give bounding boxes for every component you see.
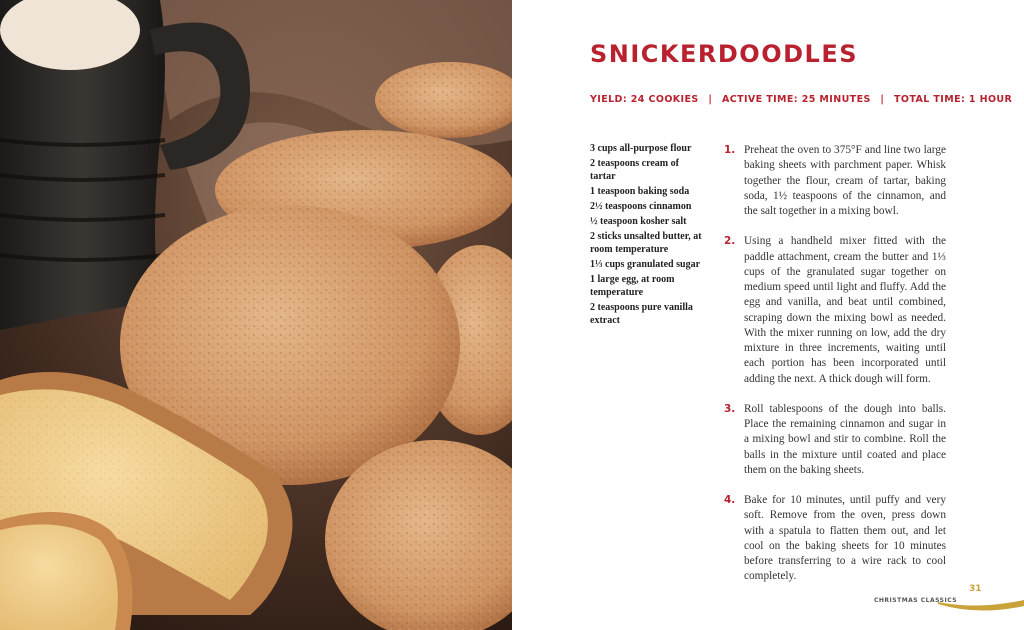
ingredient-item: 3 cups all-purpose flour [590, 143, 692, 154]
step-text: Roll tablespoons of the dough into balls. Place the remaining cinnamon and sugar in a mixing bowl and stir to combine. Roll the balls in the mixture until coated and place them on the baking sheets. [744, 402, 946, 476]
ingredient-item: ½ teaspoon kosher salt [590, 216, 687, 227]
instruction-step [724, 493, 946, 585]
section-label: CHRISTMAS CLASSICS [874, 597, 958, 604]
ingredient-item: 1 large egg, at room temperature [590, 274, 675, 298]
yield-label: YIELD: 24 COOKIES [590, 94, 699, 105]
step-text: Using a handheld mixer fitted with the paddle attachment, cream the butter and 1⅓ cups of the granulated sugar together on medium speed until light and fluffy. Add the egg and vanilla, and beat until combined, scraping down the mixing bowl as needed. With the mixer running on low, add the dry mixture in three increments, waiting until each portion has been incorporated until adding the next. A thick dough will form. [744, 235, 946, 385]
instruction-step [724, 234, 946, 387]
ingredient-item: 2½ teaspoons cinnamon [590, 201, 692, 212]
instruction-list [724, 143, 946, 600]
instruction-step [724, 143, 946, 219]
step-number: 2. [724, 235, 736, 248]
step-number: 1. [724, 144, 736, 156]
ingredient-item: 1 teaspoon baking soda [590, 186, 690, 197]
instruction-step [724, 402, 946, 478]
page-number: 31 [969, 584, 982, 594]
ingredient-item: 1⅓ cups granulated sugar [590, 259, 701, 270]
ingredient-item: 2 teaspoons pure vanilla extract [590, 302, 693, 326]
step-text: Preheat the oven to 375°F and line two large baking sheets with parchment paper. Whisk together the flour, cream of tartar, baking soda, 1½ teaspoons of the cinnamon, and the salt together in a mixing bowl. [744, 144, 946, 217]
meta-separator: | [880, 94, 885, 105]
recipe-meta [590, 94, 1012, 105]
step-text: Bake for 10 minutes, until puffy and very soft. Remove from the oven, press down with a spatula to flatten them out, and let cool on the baking sheets for 10 minutes before transferring to a wire rack to cool completely. [744, 494, 946, 583]
recipe-page [512, 0, 1024, 630]
step-number: 4. [724, 494, 736, 506]
ingredient-list [590, 142, 702, 329]
ingredient-item: 2 teaspoons cream of tartar [590, 158, 679, 182]
total-time-label: TOTAL TIME: 1 HOUR [894, 94, 1013, 105]
ingredient-item: 2 sticks unsalted butter, at room temperature [590, 231, 702, 255]
swoosh-ornament-icon [938, 590, 1024, 620]
step-number: 3. [724, 402, 736, 415]
active-time-label: ACTIVE TIME: 25 MINUTES [721, 94, 871, 105]
meta-separator: | [708, 94, 713, 105]
recipe-title: SNICKERDOODLES [590, 40, 859, 68]
